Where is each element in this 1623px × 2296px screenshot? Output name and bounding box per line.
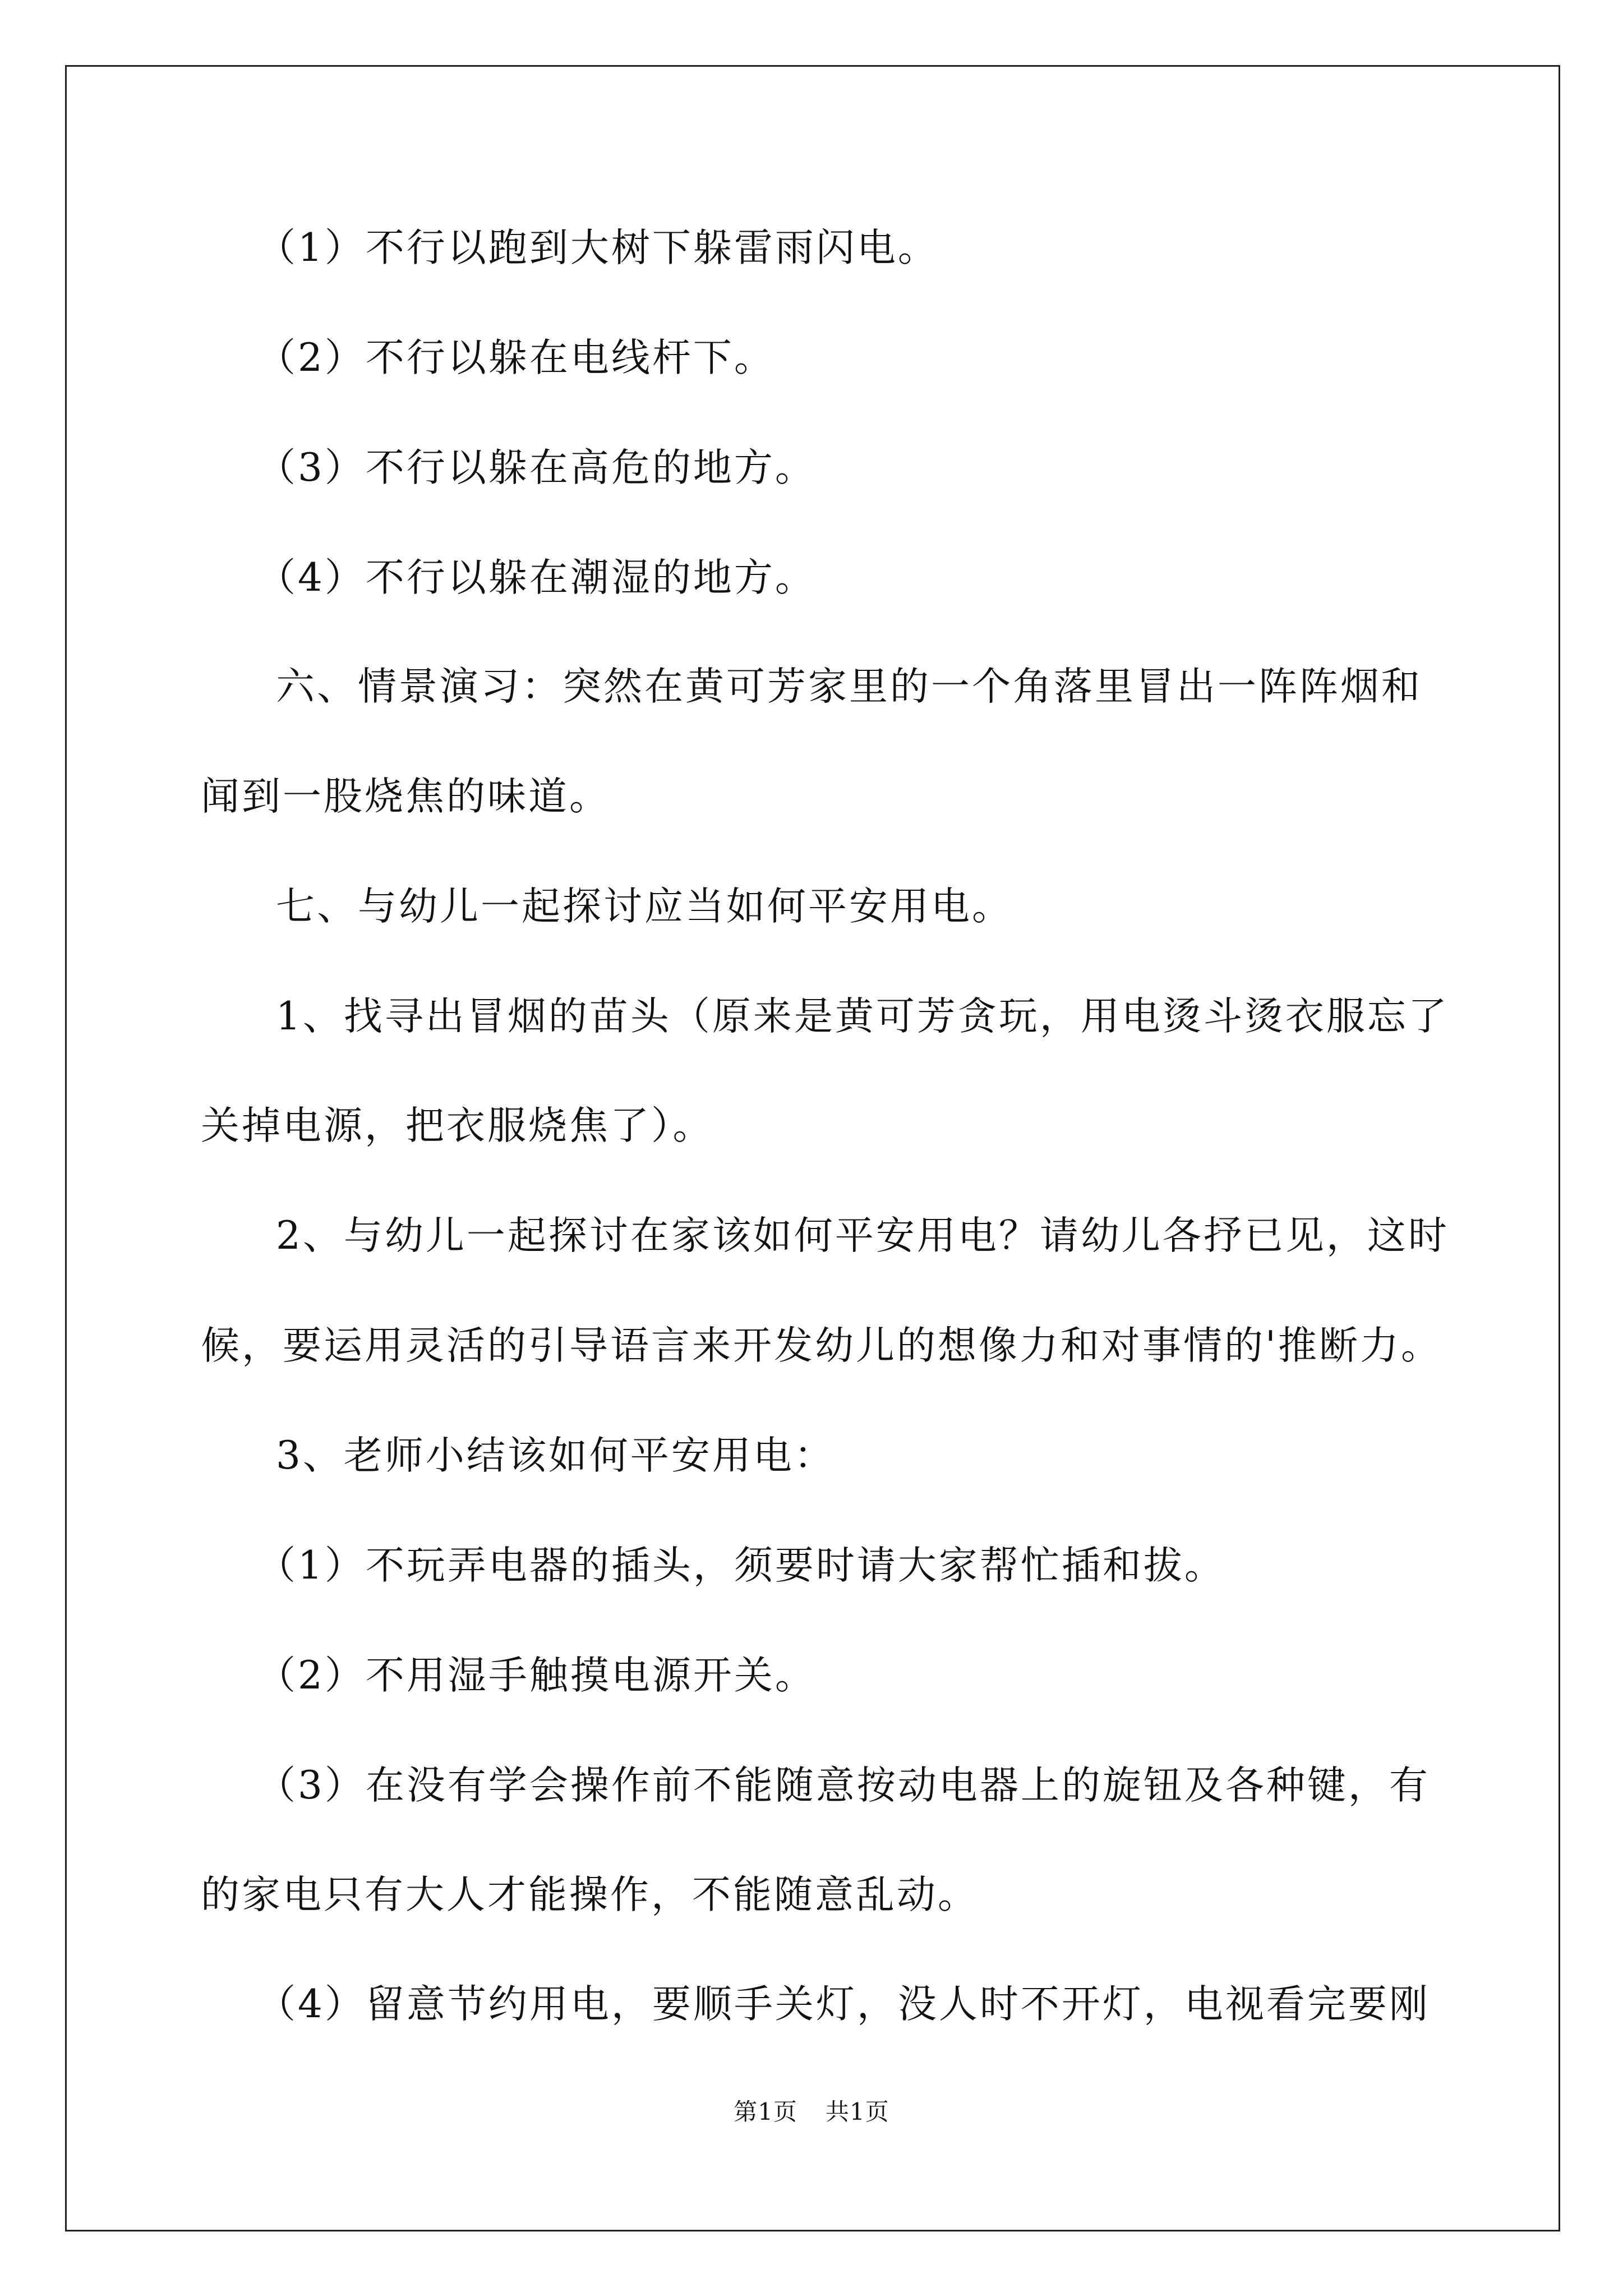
page-footer [0, 2095, 1623, 2129]
text-line: 六、情景演习：突然在黄可芳家里的一个角落里冒出一阵阵烟和 [276, 664, 1422, 709]
text-line: （4）留意节约用电，要顺手关灯，没人时不开灯，电视看完要刚 [257, 1982, 1430, 2027]
text-line: （3）在没有学会操作前不能随意按动电器上的旋钮及各种键，有 [257, 1763, 1430, 1808]
text-line: （4）不行以躲在潮湿的地方。 [257, 555, 816, 600]
page-number: 第1页 [734, 2098, 797, 2125]
text-line: 七、与幼儿一起探讨应当如何平安用电。 [276, 884, 1013, 929]
text-line: 2、与幼儿一起探讨在家该如何平安用电？请幼儿各抒已见，这时 [276, 1213, 1449, 1258]
page-total: 共1页 [826, 2098, 889, 2125]
text-line: 闻到一股烧焦的味道。 [201, 774, 610, 819]
text-line: 的家电只有大人才能操作，不能随意乱动。 [201, 1872, 979, 1917]
text-line: （1）不行以跑到大树下躲雷雨闪电。 [257, 226, 939, 270]
text-line: 候，要运用灵活的引导语言来开发幼儿的想像力和对事情的'推断力。 [201, 1323, 1442, 1368]
text-line: 关掉电源，把衣服烧焦了）。 [201, 1103, 714, 1148]
text-line: 1、找寻出冒烟的苗头（原来是黄可芳贪玩，用电烫斗烫衣服忘了 [276, 994, 1449, 1039]
text-line: （1）不玩弄电器的插头，须要时请大家帮忙插和拔。 [257, 1543, 1225, 1588]
text-line: 3、老师小结该如何平安用电： [276, 1433, 835, 1478]
text-line: （2）不用湿手触摸电源开关。 [257, 1653, 816, 1698]
text-line: （3）不行以躲在高危的地方。 [257, 445, 816, 490]
text-line: （2）不行以躲在电线杆下。 [257, 335, 775, 380]
